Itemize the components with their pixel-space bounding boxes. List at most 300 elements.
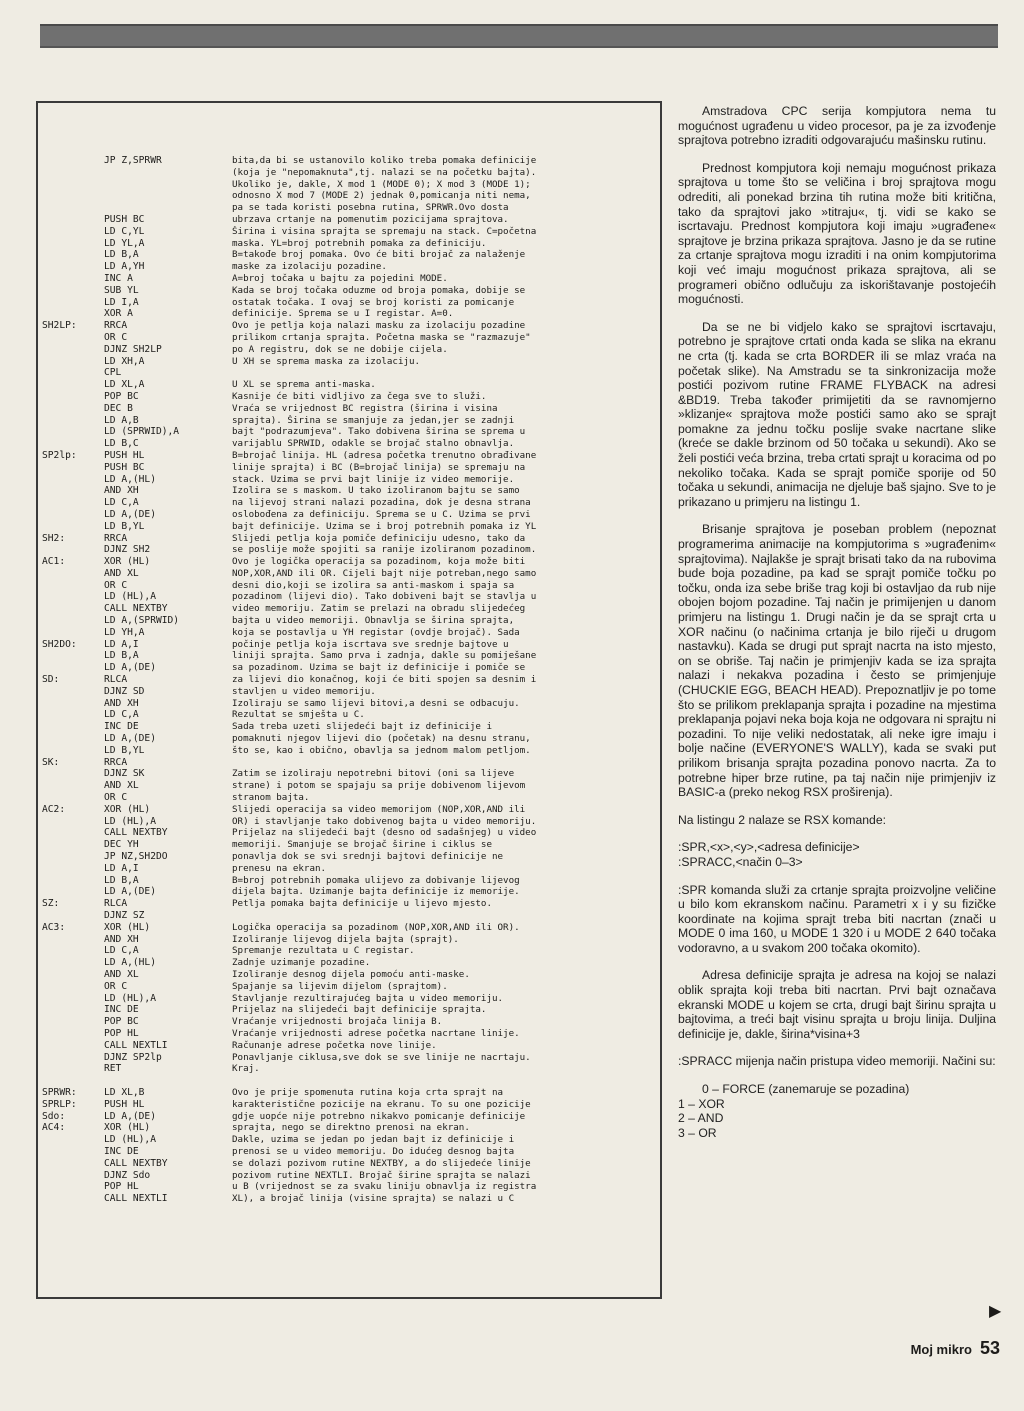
listing-instruction: CALL NEXTBY bbox=[104, 603, 168, 615]
listing-comment: varijablu SPRWID, odakle se brojač stalno obnavlja. bbox=[232, 438, 515, 450]
listing-label bbox=[42, 497, 104, 509]
listing-instruction: LD A,B bbox=[104, 414, 139, 426]
listing-comment: Sada treba uzeti slijedeći bajt iz definicije i bbox=[232, 721, 492, 733]
listing-row bbox=[42, 804, 662, 816]
listing-comment: sprajta). Širina se smanjuje za jedan,jer se zadnji bbox=[232, 414, 515, 426]
listing-row bbox=[42, 851, 662, 863]
listing-row bbox=[42, 591, 662, 603]
listing-row bbox=[42, 733, 662, 745]
listing-comment: Zatim se izoliraju nepotrebni bitovi (oni sa lijeve bbox=[232, 768, 515, 780]
listing-row bbox=[42, 674, 662, 686]
listing-label bbox=[42, 521, 104, 533]
page-number: 53 bbox=[979, 1338, 1000, 1358]
listing-comment: Logička operacija sa pozadinom (NOP,XOR,AND ili OR). bbox=[232, 921, 520, 933]
listing-row bbox=[42, 249, 662, 261]
listing-label bbox=[42, 934, 104, 946]
listing-label bbox=[42, 745, 104, 757]
listing-row bbox=[42, 1158, 662, 1170]
listing-instruction: LD B,A bbox=[104, 650, 139, 662]
listing-label bbox=[42, 686, 104, 698]
listing-instruction: SUB YL bbox=[104, 284, 139, 296]
listing-instruction: AND XL bbox=[104, 567, 139, 579]
listing-comment: bajt definicije. Uzima se i broj potrebnih pomaka iz YL bbox=[232, 520, 537, 532]
listing-label: AC3: bbox=[42, 921, 66, 933]
listing-label bbox=[42, 698, 104, 710]
listing-instruction: LD B,YL bbox=[104, 744, 145, 756]
listing-row bbox=[42, 533, 662, 545]
listing-label bbox=[42, 768, 104, 780]
listing-comment: se poslije može spojiti sa ranije izoliranom pozadinom. bbox=[232, 544, 537, 556]
listing-label bbox=[42, 733, 104, 745]
listing-comment: dijela bajta. Uzimanje bajta definicije iz memorije. bbox=[232, 886, 520, 898]
listing-row bbox=[42, 1016, 662, 1028]
listing-label bbox=[42, 650, 104, 662]
listing-row bbox=[42, 544, 662, 556]
listing-row bbox=[42, 780, 662, 792]
listing-comment: Kasnije će biti vidljivo za čega sve to služi. bbox=[232, 390, 487, 402]
listing-comment: Vraćanje vrijednosti brojača linija B. bbox=[232, 1016, 443, 1028]
listing-instruction: OR C bbox=[104, 331, 128, 343]
listing-label bbox=[42, 391, 104, 403]
listing-comment: počinje petlja koja iscrtava sve srednje bajtove u bbox=[232, 638, 509, 650]
listing-row bbox=[42, 261, 662, 273]
listing-row bbox=[42, 1122, 662, 1134]
listing-label bbox=[42, 1016, 104, 1028]
listing-instruction: DJNZ Sdo bbox=[104, 1169, 151, 1181]
listing-row bbox=[42, 698, 662, 710]
listing-row bbox=[42, 1052, 662, 1064]
listing-row bbox=[42, 945, 662, 957]
listing-instruction: XOR (HL) bbox=[104, 1122, 151, 1134]
listing-instruction: DJNZ SP2lp bbox=[104, 1051, 162, 1063]
listing-row bbox=[42, 1063, 662, 1075]
listing-comment: ubrzava crtanje na pomenutim pozicijama sprajtova. bbox=[232, 213, 509, 225]
listing-row bbox=[42, 1028, 662, 1040]
listing-label bbox=[42, 155, 104, 167]
listing-instruction: LD XL,A bbox=[104, 379, 145, 391]
listing-comment: bajt "podrazumjeva". Tako dobivena širina se sprema u bbox=[232, 426, 526, 438]
listing-label bbox=[42, 580, 104, 592]
listing-comment: Spremanje rezultata u C registar. bbox=[232, 945, 415, 957]
paragraph-intro: Amstradova CPC serija kompjutora nema tu mogućnost ugrađenu u video procesor, pa je za izvođenje sprajtova potrebno izraditi odgovarajuću mašinsku rutinu. bbox=[678, 104, 996, 148]
listing-label: SPRWR: bbox=[42, 1086, 77, 1098]
paragraph-definition-address: Adresa definicije sprajta je adresa na kojoj se nalazi oblik sprajta koji treba biti nacrtan. Prvi bajt označava ekranski MODE u kojem se crta, drugi bajt širinu sprajta u bajtovima, a treći bajt visinu sprajta u broju linija. Duljina definicije je, dakle, širina*visina+3 bbox=[678, 968, 996, 1041]
listing-label: SH2DO: bbox=[42, 638, 77, 650]
mode-0: 0 – FORCE (zanemaruje se pozadina) bbox=[702, 1082, 910, 1097]
listing-label bbox=[42, 226, 104, 238]
listing-comment: Računanje adrese početka nove linije. bbox=[232, 1039, 437, 1051]
listing-label bbox=[42, 1063, 104, 1075]
listing-label bbox=[42, 1158, 104, 1170]
listing-instruction: LD XH,A bbox=[104, 355, 145, 367]
listing-instruction: LD I,A bbox=[104, 296, 139, 308]
listing-label: AC2: bbox=[42, 803, 66, 815]
listing-instruction: LD B,C bbox=[104, 438, 139, 450]
listing-label bbox=[42, 332, 104, 344]
listing-row bbox=[42, 1111, 662, 1123]
listing-instruction: LD C,YL bbox=[104, 225, 145, 237]
listing-comment: Slijedi petlja koja pomiče definiciju udesno, tako da bbox=[232, 532, 526, 544]
listing-label bbox=[42, 238, 104, 250]
listing-label bbox=[42, 863, 104, 875]
listing-instruction: PUSH HL bbox=[104, 449, 145, 461]
listing-label bbox=[42, 1075, 104, 1087]
listing-label bbox=[42, 438, 104, 450]
listing-instruction: LD A,(SPRWID) bbox=[104, 615, 180, 627]
listing-row bbox=[42, 1004, 662, 1016]
listing-comment: prenosi se u video memoriju. Do idućeg desnog bajta bbox=[232, 1145, 515, 1157]
listing-label bbox=[42, 509, 104, 521]
listing-comment: Ukoliko je, dakle, X mod 1 (MODE 0); X mod 3 (MODE 1); bbox=[232, 178, 531, 190]
listing-label bbox=[42, 993, 104, 1005]
listing-comment: Petlja pomaka bajta definicije u lijevo mjesto. bbox=[232, 898, 492, 910]
listing-comment bbox=[232, 757, 662, 769]
listing-instruction: LD C,A bbox=[104, 945, 139, 957]
listing-row bbox=[42, 167, 662, 179]
listing-row bbox=[42, 910, 662, 922]
listing-instruction: LD A,I bbox=[104, 638, 139, 650]
listing-instruction: RLCA bbox=[104, 674, 128, 686]
listing-row bbox=[42, 650, 662, 662]
listing-row bbox=[42, 356, 662, 368]
mode-2: 2 – AND bbox=[678, 1111, 724, 1126]
listing-comment: Ovo je petlja koja nalazi masku za izolaciju pozadine bbox=[232, 320, 526, 332]
listing-row bbox=[42, 438, 662, 450]
listing-instruction: INC DE bbox=[104, 1004, 139, 1016]
listing-label bbox=[42, 1052, 104, 1064]
listing-comment: maska. YL=broj potrebnih pomaka za definiciju. bbox=[232, 237, 487, 249]
listing-comment: Ovo je logička operacija sa pozadinom, koja može biti bbox=[232, 556, 526, 568]
listing-label bbox=[42, 214, 104, 226]
listing-comment: sprajta, nego se direktno prenosi na ekran. bbox=[232, 1122, 470, 1134]
listing-label: SH2: bbox=[42, 532, 66, 544]
listing-comment: Ovo je prije spomenuta rutina koja crta sprajt na bbox=[232, 1086, 504, 1098]
listing-label bbox=[42, 1181, 104, 1193]
listing-instruction: LD A,(DE) bbox=[104, 886, 156, 898]
listing-comment: Slijedi operacija sa video memorijom (NOP,XOR,AND ili bbox=[232, 803, 526, 815]
listing-instruction: AND XH bbox=[104, 933, 139, 945]
listing-row bbox=[42, 403, 662, 415]
listing-instruction: LD A,(DE) bbox=[104, 733, 156, 745]
listing-label: SH2LP: bbox=[42, 320, 77, 332]
listing-instruction: CALL NEXTLI bbox=[104, 1193, 168, 1205]
listing-comment: oslobođena za definiciju. Sprema se u C. Uzima se prvi bbox=[232, 508, 531, 520]
listing-instruction: OR C bbox=[104, 980, 128, 992]
listing-label bbox=[42, 261, 104, 273]
listing-instruction: OR C bbox=[104, 579, 128, 591]
listing-row bbox=[42, 273, 662, 285]
listing-instruction: CALL NEXTLI bbox=[104, 1039, 168, 1051]
listing-instruction: AND XH bbox=[104, 697, 139, 709]
listing-row bbox=[42, 202, 662, 214]
listing-label bbox=[42, 591, 104, 603]
listing-comment: za lijevi dio konačnog, koji će biti spojen sa desnim i bbox=[232, 674, 537, 686]
listing-label bbox=[42, 851, 104, 863]
listing-instruction: LD (HL),A bbox=[104, 992, 156, 1004]
listing-row bbox=[42, 745, 662, 757]
continue-arrow-icon: ▶ bbox=[989, 1301, 1002, 1320]
listing-label bbox=[42, 1193, 104, 1205]
listing-instruction: LD C,A bbox=[104, 709, 139, 721]
listing-comment: A=broj točaka u bajtu za pojedini MODE. bbox=[232, 272, 448, 284]
listing-instruction: LD (HL),A bbox=[104, 591, 156, 603]
listing-instruction: INC DE bbox=[104, 1145, 139, 1157]
listing-comment: Prijelaz na slijedeći bajt (desno od sadašnjeg) u video bbox=[232, 827, 537, 839]
mode-3: 3 – OR bbox=[678, 1125, 717, 1140]
listing-instruction: DEC YH bbox=[104, 839, 139, 851]
listing-comment: video memoriju. Zatim se prelazi na obradu slijedećeg bbox=[232, 603, 526, 615]
listing-instruction: LD A,I bbox=[104, 862, 139, 874]
listing-row bbox=[42, 474, 662, 486]
listing-instruction: LD B,A bbox=[104, 249, 139, 261]
listing-label bbox=[42, 945, 104, 957]
listing-label: AC4: bbox=[42, 1122, 66, 1134]
listing-comment: definicije. Sprema se u I registar. A=0. bbox=[232, 308, 454, 320]
listing-instruction: LD A,(HL) bbox=[104, 957, 156, 969]
listing-row bbox=[42, 662, 662, 674]
listing-instruction: INC A bbox=[104, 272, 133, 284]
listing-comment: Prijelaz na slijedeći bajt definicije sprajta. bbox=[232, 1004, 487, 1016]
listing-row bbox=[42, 898, 662, 910]
listing-comment: XL), a brojač linija (visine sprajta) se nalazi u C bbox=[232, 1193, 515, 1205]
listing-row bbox=[42, 816, 662, 828]
listing-instruction: LD B,YL bbox=[104, 520, 145, 532]
listing-label bbox=[42, 367, 104, 379]
listing-label bbox=[42, 827, 104, 839]
listing-comment: memoriji. Smanjuje se brojač širine i ciklus se bbox=[232, 839, 492, 851]
listing-comment: Dakle, uzima se jedan po jedan bajt iz definicije i bbox=[232, 1134, 515, 1146]
listing-label bbox=[42, 627, 104, 639]
listing-comment: sa pozadinom. Uzima se bajt iz definicije i pomiče se bbox=[232, 662, 526, 674]
listing-instruction: LD A,(HL) bbox=[104, 473, 156, 485]
listing-instruction: PUSH BC bbox=[104, 461, 145, 473]
listing-instruction: XOR (HL) bbox=[104, 921, 151, 933]
listing-row bbox=[42, 1181, 662, 1193]
listing-label bbox=[42, 167, 104, 179]
listing-comment bbox=[232, 367, 662, 379]
listing-row bbox=[42, 639, 662, 651]
listing-comment: Izoliranje lijevog dijela bajta (sprajt). bbox=[232, 933, 459, 945]
listing-row bbox=[42, 827, 662, 839]
listing-comment: stack. Uzima se prvi bajt linije iz video memorije. bbox=[232, 473, 515, 485]
listing-row bbox=[42, 981, 662, 993]
listing-label bbox=[42, 568, 104, 580]
listing-instruction bbox=[104, 1075, 232, 1087]
listing-label: SD: bbox=[42, 674, 60, 686]
listing-label: AC1: bbox=[42, 556, 66, 568]
listing-row bbox=[42, 391, 662, 403]
listing-comment: karakteristične pozicije na ekranu. To su one pozicije bbox=[232, 1098, 531, 1110]
listing-comment: gdje uopće nije potrebno nikakvo pomicanje definicije bbox=[232, 1110, 526, 1122]
listing-label bbox=[42, 544, 104, 556]
listing-label bbox=[42, 662, 104, 674]
listing-comment: pozadinom (lijevi dio). Tako dobiveni bajt se stavlja u bbox=[232, 591, 537, 603]
paragraph-spr-description: :SPR komanda služi za crtanje sprajta proizvoljne veličine u bilo kom ekranskom načinu. Parametri x i y su fizičke koordinate na kojima sprajt treba biti nacrtan (znači u MODE 0 ima 160, u MODE 1 320 i u MODE 2 640 točaka vodoravno, a u svakom 200 točaka okomito). bbox=[678, 882, 996, 955]
listing-row bbox=[42, 1075, 662, 1087]
listing-instruction: LD YL,A bbox=[104, 237, 145, 249]
listing-label bbox=[42, 285, 104, 297]
listing-comment: stavljen u video memoriju. bbox=[232, 685, 376, 697]
listing-row bbox=[42, 568, 662, 580]
listing-row bbox=[42, 426, 662, 438]
listing-comment: NOP,XOR,AND ili OR. Cijeli bajt nije potreban,nego samo bbox=[232, 567, 537, 579]
listing-row bbox=[42, 521, 662, 533]
listing-row bbox=[42, 155, 662, 167]
listing-instruction: LD C,A bbox=[104, 497, 139, 509]
listing-row bbox=[42, 1193, 662, 1205]
listing-instruction: RET bbox=[104, 1063, 122, 1075]
listing-label bbox=[42, 969, 104, 981]
listing-instruction: CALL NEXTBY bbox=[104, 1157, 168, 1169]
listing-instruction: JP Z,SPRWR bbox=[104, 155, 162, 166]
listing-instruction: LD (HL),A bbox=[104, 815, 156, 827]
listing-row bbox=[42, 214, 662, 226]
listing-comment: na lijevoj strani nalazi pozadina, dok je desna strana bbox=[232, 497, 531, 509]
listing-row bbox=[42, 886, 662, 898]
listing-row bbox=[42, 450, 662, 462]
listing-instruction bbox=[104, 202, 232, 214]
listing-instruction: POP BC bbox=[104, 1016, 139, 1028]
listing-row bbox=[42, 615, 662, 627]
listing-comment: pomaknuti njegov lijevi dio (početak) na desnu stranu, bbox=[232, 733, 531, 745]
listing-label bbox=[42, 1146, 104, 1158]
listing-instruction: CPL bbox=[104, 367, 122, 379]
listing-row bbox=[42, 320, 662, 332]
listing-row bbox=[42, 969, 662, 981]
listing-comment: bita,da bi se ustanovilo koliko treba pomaka definicije bbox=[232, 155, 537, 166]
listing-row bbox=[42, 379, 662, 391]
listing-comment: bajta u video memoriji. Obnavlja se širina sprajta, bbox=[232, 615, 515, 627]
listing-label bbox=[42, 308, 104, 320]
paragraph-advantages: Prednost kompjutora koji nemaju mogućnost prikaza sprajtova u tome što se veličina i broj sprajtova mogu odrediti, ali ponekad brzina tih rutina može biti kritična, tako da sprajtovi jako »titraju«, tj. vidi se kako se iscrtavaju. Prednost kompjutora koji imaju »ugrađene« sprajtove je brzina prikaza sprajtova. Jasno je da se rutine za crtanje sprajtova mogu izraditi i na onim kompjutorima koji već imaju mogućnost prikaza sprajtova, ali se programeri obično odlučuju za iskorištavanje postojećih mogućnosti. bbox=[678, 160, 996, 307]
listing-label bbox=[42, 1040, 104, 1052]
listing-row bbox=[42, 839, 662, 851]
listing-comment: odnosno X mod 7 (MODE 2) jednak 0,pomicanja niti nema, bbox=[232, 190, 531, 202]
listing-instruction: LD A,(DE) bbox=[104, 1110, 156, 1122]
listing-instruction: OR C bbox=[104, 792, 128, 804]
listing-label bbox=[42, 249, 104, 261]
listing-label bbox=[42, 780, 104, 792]
mode-1: 1 – XOR bbox=[678, 1096, 725, 1111]
listing-comment: Stavljanje rezultirajućeg bajta u video memoriju. bbox=[232, 992, 504, 1004]
listing-instruction: LD XL,B bbox=[104, 1086, 145, 1098]
listing-comment: strane) i potom se spajaju sa prije dobivenom lijevom bbox=[232, 780, 526, 792]
listing-label bbox=[42, 886, 104, 898]
listing-instruction bbox=[104, 179, 232, 191]
listing-label bbox=[42, 356, 104, 368]
listing-instruction: LD A,(DE) bbox=[104, 662, 156, 674]
listing-label bbox=[42, 344, 104, 356]
listing-label bbox=[42, 839, 104, 851]
listing-row bbox=[42, 875, 662, 887]
listing-instruction: POP HL bbox=[104, 1027, 139, 1039]
listing-row bbox=[42, 1134, 662, 1146]
listing-comment: prenesu na ekran. bbox=[232, 862, 327, 874]
listing-row bbox=[42, 1170, 662, 1182]
listing-label bbox=[42, 721, 104, 733]
listing-label bbox=[42, 603, 104, 615]
listing-label bbox=[42, 462, 104, 474]
command-spr: :SPR,<x>,<y>,<adresa definicije> bbox=[678, 840, 860, 855]
listing-label bbox=[42, 709, 104, 721]
assembly-listing bbox=[42, 155, 662, 1205]
listing-row bbox=[42, 580, 662, 592]
paragraph-rsx-intro: Na listingu 2 nalaze se RSX komande: bbox=[678, 812, 886, 827]
listing-row bbox=[42, 627, 662, 639]
listing-row bbox=[42, 686, 662, 698]
listing-comment: Zadnje uzimanje pozadine. bbox=[232, 957, 371, 969]
listing-instruction: DJNZ SH2 bbox=[104, 544, 151, 556]
listing-instruction: INC DE bbox=[104, 721, 139, 733]
listing-row bbox=[42, 415, 662, 427]
listing-instruction: XOR (HL) bbox=[104, 803, 151, 815]
listing-comment: U XH se sprema maska za izolaciju. bbox=[232, 355, 421, 367]
listing-row bbox=[42, 367, 662, 379]
listing-instruction: POP BC bbox=[104, 390, 139, 402]
listing-instruction: DJNZ SH2LP bbox=[104, 343, 162, 355]
listing-label bbox=[42, 1004, 104, 1016]
listing-label bbox=[42, 474, 104, 486]
listing-label: Sdo: bbox=[42, 1110, 66, 1122]
listing-instruction: XOR (HL) bbox=[104, 556, 151, 568]
listing-comment: Izolira se s maskom. U tako izoliranom bajtu se samo bbox=[232, 485, 520, 497]
listing-label bbox=[42, 816, 104, 828]
listing-comment: ostatak točaka. I ovaj se broj koristi za pomicanje bbox=[232, 296, 515, 308]
listing-label bbox=[42, 1134, 104, 1146]
listing-instruction bbox=[104, 167, 232, 179]
listing-comment: Izoliraju se samo lijevi bitovi,a desni se odbacuju. bbox=[232, 697, 520, 709]
listing-instruction: LD (SPRWID),A bbox=[104, 426, 180, 438]
listing-comment: ponavlja dok se svi srednji bajtovi definicije ne bbox=[232, 851, 504, 863]
listing-row bbox=[42, 462, 662, 474]
listing-comment: Vraća se vrijednost BC registra (širina i visina bbox=[232, 402, 498, 414]
listing-comment: Širina i visina sprajta se spremaju na stack. C=početna bbox=[232, 225, 537, 237]
listing-row bbox=[42, 238, 662, 250]
listing-row bbox=[42, 757, 662, 769]
listing-comment bbox=[232, 910, 662, 922]
listing-comment: OR) i stavljanje tako dobivenog bajta u video memoriju. bbox=[232, 815, 537, 827]
listing-instruction: CALL NEXTBY bbox=[104, 827, 168, 839]
listing-comment: Rezultat se smješta u C. bbox=[232, 709, 365, 721]
listing-comment: linije sprajta) i BC (B=brojač linija) se spremaju na bbox=[232, 461, 526, 473]
listing-row bbox=[42, 344, 662, 356]
listing-label: SZ: bbox=[42, 898, 60, 910]
listing-label bbox=[42, 1028, 104, 1040]
listing-row bbox=[42, 1087, 662, 1099]
listing-label: SPRLP: bbox=[42, 1098, 77, 1110]
listing-instruction: AND XL bbox=[104, 968, 139, 980]
listing-comment: Ponavljanje ciklusa,sve dok se sve linije ne nacrtaju. bbox=[232, 1051, 531, 1063]
listing-comment: liniji sprajta. Samo prva i zadnja, dakle su pomiješane bbox=[232, 650, 537, 662]
listing-row bbox=[42, 603, 662, 615]
listing-instruction: PUSH HL bbox=[104, 1098, 145, 1110]
listing-instruction: RRCA bbox=[104, 756, 128, 768]
listing-label bbox=[42, 792, 104, 804]
listing-comment: stranom bajta. bbox=[232, 792, 310, 804]
listing-comment: (koja je "nepomaknuta",tj. nalazi se na početku bajta). bbox=[232, 166, 537, 178]
listing-comment: pa se tada koristi posebna rutina, SPRWR.Ovo dosta bbox=[232, 202, 509, 214]
listing-instruction: LD A,(DE) bbox=[104, 508, 156, 520]
listing-label bbox=[42, 485, 104, 497]
listing-instruction: AND XL bbox=[104, 780, 139, 792]
listing-instruction: DJNZ SZ bbox=[104, 910, 145, 921]
listing-instruction: LD B,A bbox=[104, 874, 139, 886]
listing-row bbox=[42, 1099, 662, 1111]
listing-row bbox=[42, 497, 662, 509]
listing-instruction: RLCA bbox=[104, 898, 128, 910]
listing-instruction: RRCA bbox=[104, 320, 128, 332]
listing-label bbox=[42, 875, 104, 887]
